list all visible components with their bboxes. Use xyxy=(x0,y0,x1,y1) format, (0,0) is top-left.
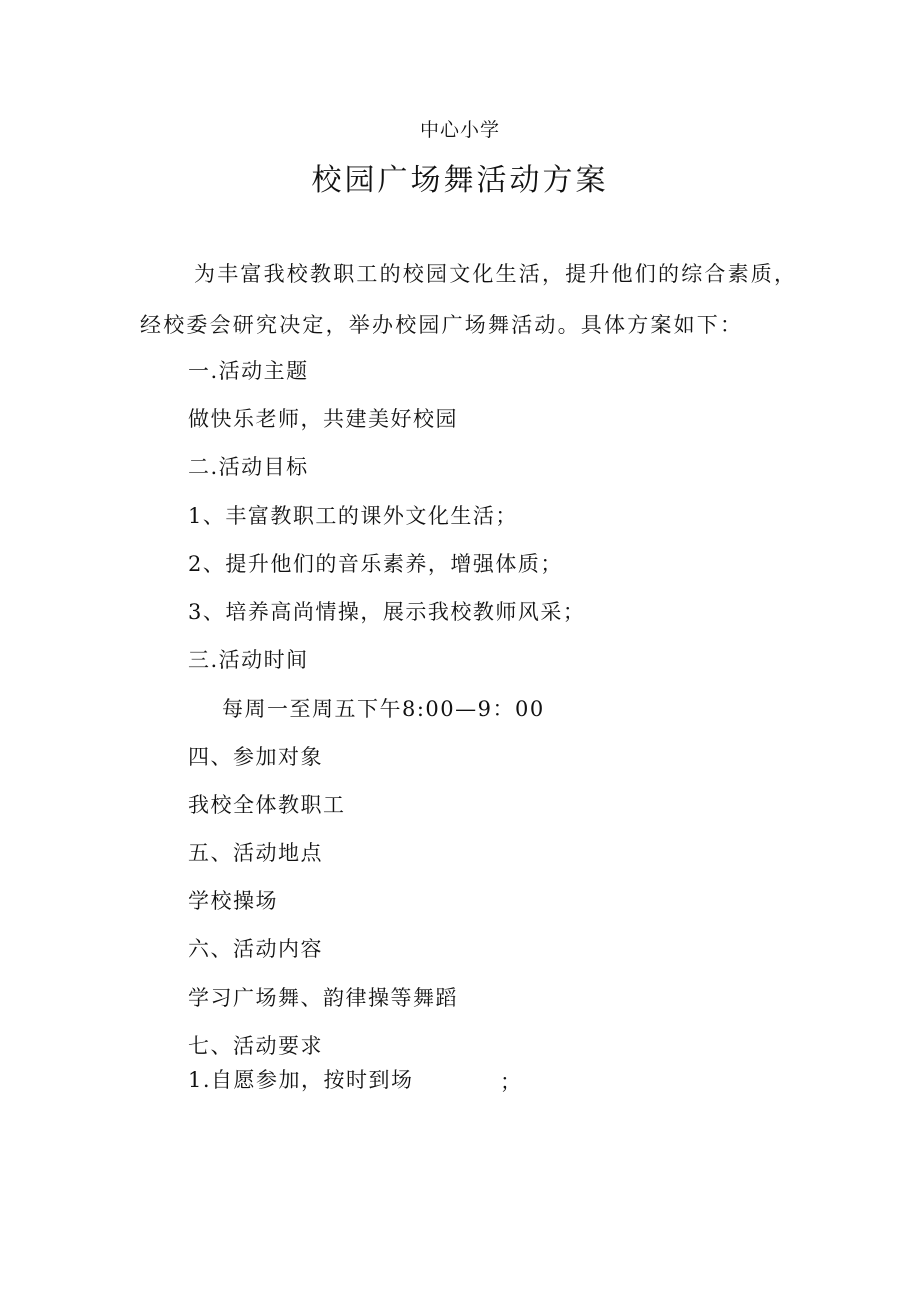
section-heading-location: 五、活动地点 xyxy=(188,841,323,865)
section-heading-requirements: 七、活动要求 xyxy=(188,1034,323,1058)
section-heading-content: 六、活动内容 xyxy=(188,937,323,961)
content-text: 学习广场舞、韵律操等舞蹈 xyxy=(188,986,458,1010)
document-title: 校园广场舞活动方案 xyxy=(311,163,609,198)
goal-item-2: 2、提升他们的音乐素养，增强体质； xyxy=(188,552,563,576)
participants-text: 我校全体教职工 xyxy=(188,793,346,817)
section-heading-participants: 四、参加对象 xyxy=(188,745,323,769)
intro-line-1: 为丰富我校教职工的校园文化生活，提升他们的综合素质， xyxy=(194,262,798,286)
goal-item-1: 1、丰富教职工的课外文化生活； xyxy=(188,504,518,528)
theme-text: 做快乐老师，共建美好校园 xyxy=(188,407,458,431)
time-text: 每周一至周五下午8:00—9：00 xyxy=(222,697,545,721)
location-text: 学校操场 xyxy=(188,889,278,913)
school-name: 中心小学 xyxy=(419,119,500,141)
section-heading-goals: 二.活动目标 xyxy=(188,455,309,479)
goal-item-3: 3、培养高尚情操，展示我校教师风采； xyxy=(188,600,586,624)
section-heading-theme: 一.活动主题 xyxy=(188,359,309,383)
requirement-item-1: 1.自愿参加，按时到场 xyxy=(188,1068,414,1092)
trailing-semicolon: ； xyxy=(500,1070,521,1094)
intro-line-2: 经校委会研究决定，举办校园广场舞活动。具体方案如下： xyxy=(140,313,744,337)
section-heading-time: 三.活动时间 xyxy=(188,648,309,672)
